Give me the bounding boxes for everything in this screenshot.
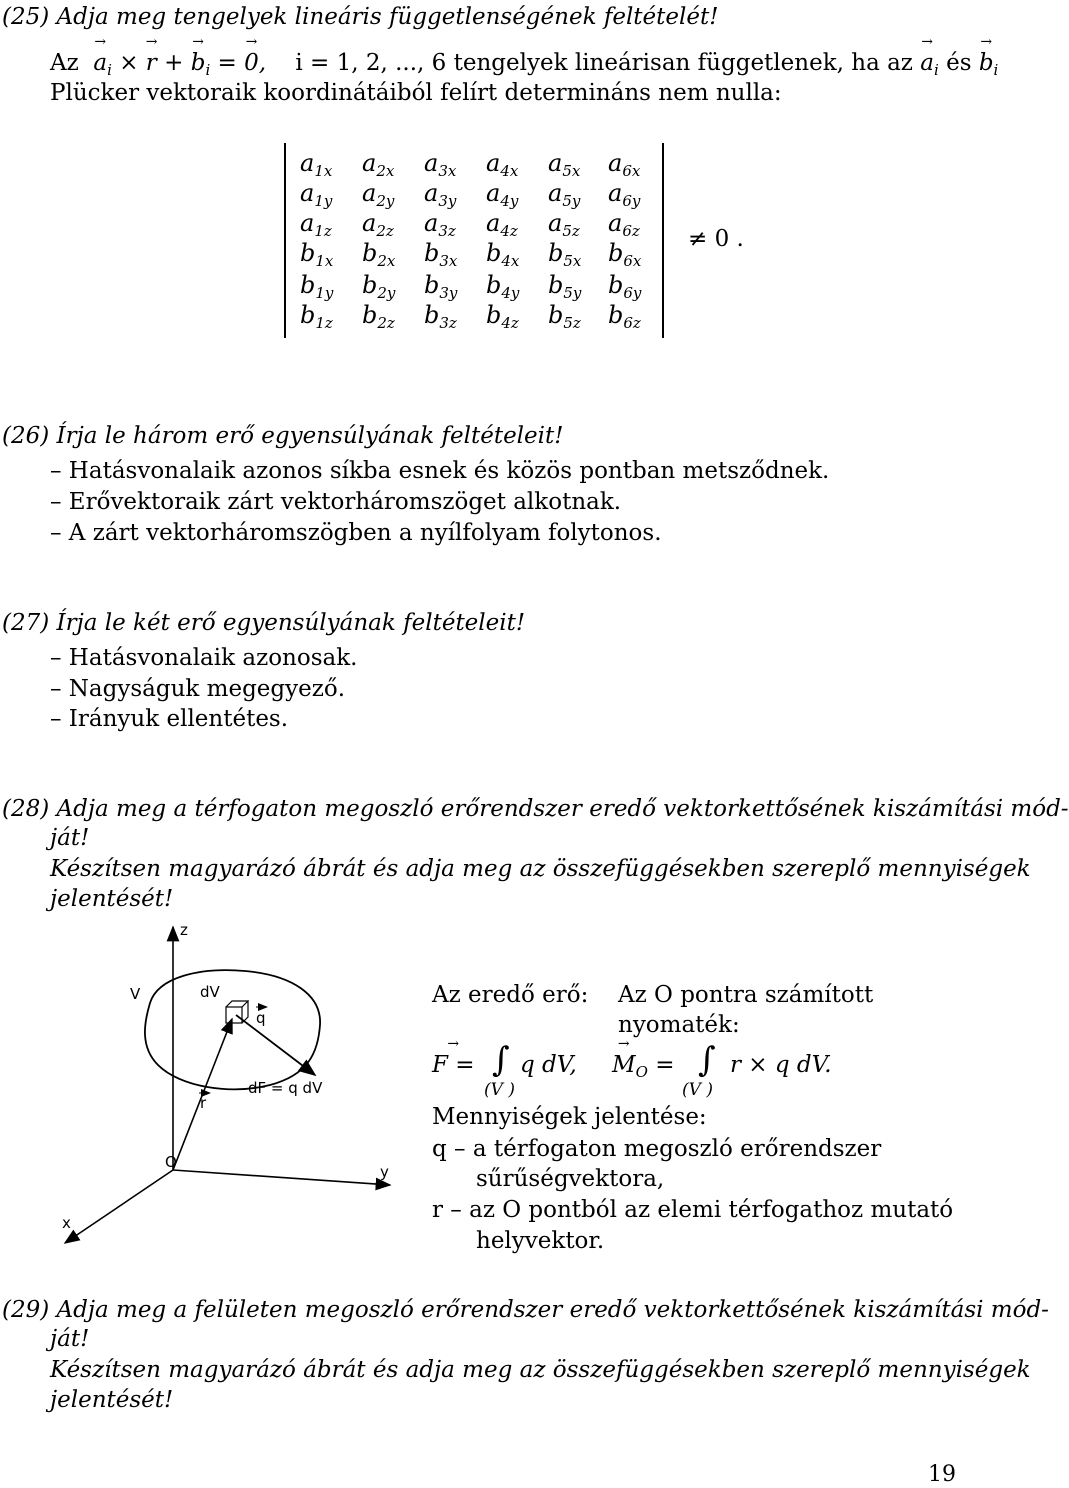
force-density-q (236, 1015, 315, 1075)
q29-heading-l2: ját! (50, 1326, 90, 1352)
determinant-cell: $a_{4x}$ (486, 149, 519, 180)
q29-heading-l4: jelentését! (50, 1387, 174, 1413)
force-symbol: → F = (432, 1052, 475, 1078)
determinant-cell: $b_{5x}$ (548, 239, 582, 270)
determinant-cell: $b_{6y}$ (608, 271, 642, 302)
determinant-cell: $a_{2x}$ (362, 149, 395, 180)
O-label: O (165, 1153, 177, 1171)
moment-symbol: → M (612, 1052, 636, 1078)
moment-eq: = (655, 1052, 675, 1078)
determinant-cell: $a_{2y}$ (362, 179, 395, 210)
determinant-cell: $b_{3x}$ (424, 239, 458, 270)
q27-item: – Nagyságuk megegyező. (50, 676, 346, 702)
q28-heading-l1: (28) Adja meg a térfogaton megoszló erőrendszer eredő vektorkettősének kiszámítási mód- (2, 796, 1069, 822)
q25-line1-and: és (946, 50, 972, 76)
q26-item: – A zárt vektorháromszögben a nyílfolyam folytonos. (50, 520, 662, 546)
q27-heading: (27) Írja le két erő egyensúlyának feltételeit! (2, 610, 526, 636)
force-domain: (V ) (484, 1080, 515, 1100)
dF-label: dF = q dV (248, 1079, 323, 1097)
volume-force-figure (40, 915, 400, 1255)
determinant-cell: $a_{5y}$ (548, 179, 581, 210)
index-range: i = 1, 2, ..., 6 (295, 50, 447, 76)
determinant-cell: $b_{3z}$ (424, 301, 457, 332)
figure-svg (40, 915, 400, 1255)
q26-item: – Erővektoraik zárt vektorháromszöget alkotnak. (50, 489, 622, 515)
determinant-cell: $a_{6z}$ (608, 209, 640, 240)
determinant-cell: $a_{4y}$ (486, 179, 519, 210)
z-label: z (180, 921, 188, 939)
resultant-force-label: Az eredő erő: (432, 982, 589, 1008)
determinant-cell: $b_{4y}$ (486, 271, 520, 302)
determinant-cell: $a_{1y}$ (300, 179, 333, 210)
determinant-cell: $a_{5x}$ (548, 149, 581, 180)
r-label: r (200, 1094, 207, 1112)
determinant-cell: $a_{3x}$ (424, 149, 457, 180)
moment-domain: (V ) (682, 1080, 713, 1100)
determinant-cell: $b_{6z}$ (608, 301, 641, 332)
force-formula (432, 1052, 475, 1078)
determinant-cell: $b_{5y}$ (548, 271, 582, 302)
moment-label-1: Az O pontra számított (618, 982, 874, 1008)
q28-heading-l2: ját! (50, 825, 90, 851)
axis-equation: → $a_i$ × → r + → $b_i$ = → 0, (86, 50, 273, 76)
moment-integrand: r × q dV. (730, 1052, 832, 1078)
determinant-cell: $b_{1x}$ (300, 239, 334, 270)
q25-heading: (25) Adja meg tengelyek lineáris függetlenségének feltételét! (2, 4, 719, 30)
moment-formula (612, 1052, 674, 1081)
determinant-cell: $a_{3y}$ (424, 179, 457, 210)
determinant-cell: $a_{5z}$ (548, 209, 580, 240)
q-label: q (256, 1009, 266, 1027)
determinant-cell: $b_{6x}$ (608, 239, 642, 270)
x-axis (65, 1170, 173, 1243)
determinant-cell: $b_{1z}$ (300, 301, 333, 332)
force-integral-sign: ∫ (492, 1040, 510, 1080)
q29-heading-l1: (29) Adja meg a felületen megoszló erőrendszer eredő vektorkettősének kiszámítási mód- (2, 1297, 1049, 1323)
q26-heading: (26) Írja le három erő egyensúlyának feltételeit! (2, 423, 564, 449)
determinant-cell: $b_{2z}$ (362, 301, 395, 332)
force-integrand: q dV, (520, 1052, 577, 1078)
moment-integral-sign: ∫ (698, 1040, 716, 1080)
determinant-left-bar (284, 143, 286, 338)
q25-line2: Plücker vektoraik koordinátáiból felírt determináns nem nulla: (50, 80, 782, 106)
meaning-title: Mennyiségek jelentése: (432, 1104, 707, 1130)
determinant-cell: $a_{2z}$ (362, 209, 394, 240)
q28-heading-l3: Készítsen magyarázó ábrát és adja meg az összefüggésekben szereplő mennyiségek (50, 856, 1031, 882)
determinant-cell: $a_{4z}$ (486, 209, 518, 240)
determinant-cell: $a_{6x}$ (608, 149, 641, 180)
determinant-cell: $b_{1y}$ (300, 271, 334, 302)
q25-line1-suffix: tengelyek lineárisan függetlenek, ha az (453, 50, 913, 76)
q25-line1-prefix: Az (50, 50, 79, 76)
meaning-q: q – a térfogaton megoszló erőrendszer (432, 1136, 882, 1162)
meaning-r-cont: helyvektor. (476, 1228, 605, 1254)
dV-label: dV (200, 983, 220, 1001)
determinant-relation: ≠ 0 . (688, 226, 744, 252)
determinant-cell: $b_{4z}$ (486, 301, 519, 332)
determinant-cell: $b_{3y}$ (424, 271, 458, 302)
determinant-cell: $a_{6y}$ (608, 179, 641, 210)
q27-item: – Hatásvonalaik azonosak. (50, 645, 358, 671)
V-label: V (130, 985, 141, 1003)
determinant-cell: $b_{4x}$ (486, 239, 520, 270)
q29-heading-l3: Készítsen magyarázó ábrát és adja meg az összefüggésekben szereplő mennyiségek (50, 1357, 1031, 1383)
q28-heading-l4: jelentését! (50, 886, 174, 912)
q26-item: – Hatásvonalaik azonos síkba esnek és közös pontban metsződnek. (50, 458, 830, 484)
q25-line1: $Az \to a_i$ × → r + → $b_i$ = → 0, i = 1, 2, ..., 6 tengelyek lineárisan függetlenek, ha az → $a_i$ és → $b_i$ (50, 50, 998, 79)
meaning-r: r – az O pontból az elemi térfogathoz mutató (432, 1197, 954, 1223)
page-number: 19 (928, 1462, 956, 1487)
meaning-q-cont: sűrűségvektora, (476, 1166, 665, 1192)
y-axis (173, 1170, 390, 1185)
moment-label-2: nyomaték: (618, 1012, 740, 1038)
plucker-determinant (284, 143, 664, 338)
determinant-cell: $a_{1x}$ (300, 149, 333, 180)
determinant-cell: $a_{3z}$ (424, 209, 456, 240)
moment-subscript: O (635, 1063, 648, 1081)
determinant-cell: $b_{2x}$ (362, 239, 396, 270)
determinant-right-bar (662, 143, 664, 338)
determinant-cell: $b_{2y}$ (362, 271, 396, 302)
volume-outline (145, 970, 320, 1089)
volume-element-cube (226, 1007, 242, 1023)
q27-item: – Irányuk ellentétes. (50, 706, 289, 732)
y-label: y (380, 1163, 389, 1181)
x-label: x (62, 1214, 71, 1232)
determinant-cell: $a_{1z}$ (300, 209, 332, 240)
determinant-cell: $b_{5z}$ (548, 301, 581, 332)
